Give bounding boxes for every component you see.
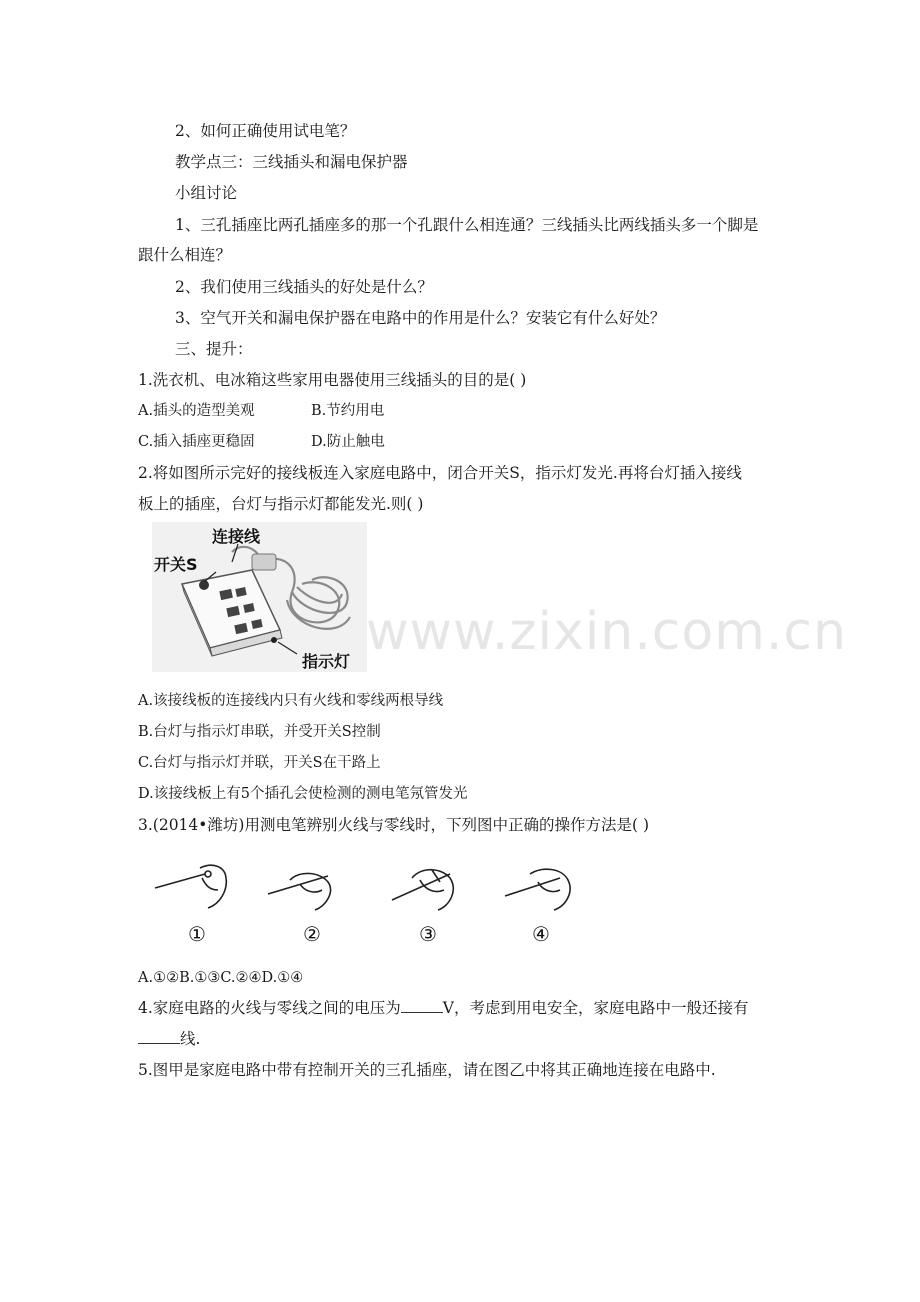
power-strip-figure — [152, 522, 367, 672]
exercise-2-option-d: D.该接线板上有5个插孔会使检测的测电笔氖管发光 — [138, 786, 468, 802]
exercise-4-text-pre: 4.家庭电路的火线与零线之间的电压为 — [138, 999, 401, 1017]
discussion-q2: 2、我们使用三线插头的好处是什么？ — [175, 278, 433, 296]
discussion-q1-line1: 1、三孔插座比两孔插座多的那一个孔跟什么相连通？三线插头比两线插头多一个脚是 — [175, 216, 759, 234]
discussion-q1-line2: 跟什么相连？ — [138, 246, 232, 264]
exercise-1-stem: 1.洗衣机、电冰箱这些家用电器使用三线插头的目的是( ) — [138, 371, 527, 389]
label-indicator-lamp: 指示灯 — [302, 652, 351, 671]
section-improve-heading: 三、提升： — [175, 340, 253, 358]
exercise-1-option-a: A.插头的造型美观 — [138, 403, 255, 419]
teaching-point-three: 教学点三：三线插头和漏电保护器 — [175, 153, 408, 171]
option-label-2: ② — [303, 922, 321, 946]
option-label-4: ④ — [532, 922, 550, 946]
tester-grip-illustrations — [150, 860, 590, 920]
exercise-2-stem-line2: 板上的插座，台灯与指示灯都能发光.则( ) — [138, 495, 424, 513]
exercise-4-text-post: V，考虑到用电安全，家庭电路中一般还接有 — [442, 999, 749, 1017]
label-switch-s: 开关S — [154, 555, 198, 574]
exercise-1-option-d: D.防止触电 — [311, 434, 385, 450]
exercise-1-option-b: B.节约用电 — [311, 403, 385, 419]
exercise-4-line1 — [138, 998, 788, 1018]
exercise-3-options: A.①②B.①③C.②④D.①④ — [138, 970, 304, 986]
group-discussion-heading: 小组讨论 — [175, 184, 238, 202]
exercise-5-stem: 5.图甲是家庭电路中带有控制开关的三孔插座，请在图乙中将其正确地连接在电路中. — [138, 1061, 716, 1079]
exercise-4-line2 — [138, 1029, 788, 1049]
option-label-1: ① — [188, 922, 206, 946]
voltage-blank — [401, 998, 443, 1013]
watermark: www.zixin.com.cn — [366, 602, 847, 662]
exercise-2-option-a: A.该接线板的连接线内只有火线和零线两根导线 — [138, 693, 444, 709]
discussion-q3: 3、空气开关和漏电保护器在电路中的作用是什么？安装它有什么好处？ — [175, 309, 666, 327]
exercise-4-line2-text: 线. — [180, 1030, 201, 1048]
exercise-2-option-b: B.台灯与指示灯串联，并受开关S控制 — [138, 724, 381, 740]
exercise-3-stem: 3.(2014•潍坊)用测电笔辨别火线与零线时，下列图中正确的操作方法是( ) — [138, 816, 649, 834]
label-connecting-cable: 连接线 — [212, 527, 261, 546]
wire-type-blank — [138, 1029, 180, 1044]
option-label-3: ③ — [419, 922, 437, 946]
exercise-2-option-c: C.台灯与指示灯并联，开关S在干路上 — [138, 755, 381, 771]
question-how-to-use-tester: 2、如何正确使用试电笔？ — [175, 122, 356, 140]
tester-grip-figure — [150, 860, 590, 950]
exercise-1-option-c: C.插入插座更稳固 — [138, 434, 255, 450]
exercise-2-stem-line1: 2.将如图所示完好的接线板连入家庭电路中，闭合开关S，指示灯发光.再将台灯插入接线 — [138, 464, 742, 482]
